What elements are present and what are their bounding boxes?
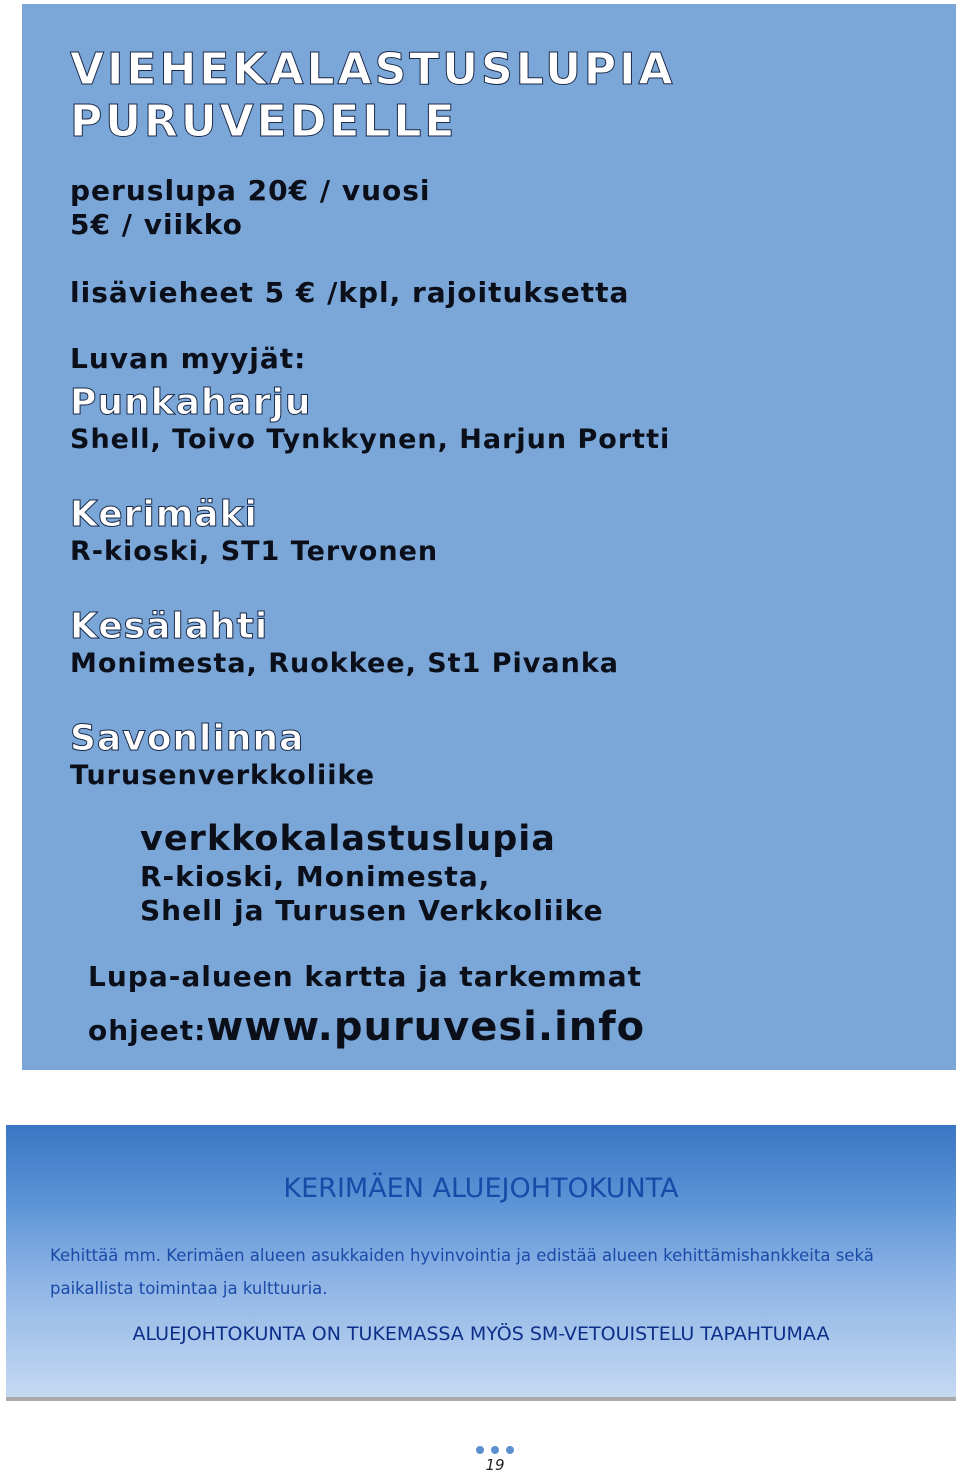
location-sellers-kesalahti: Monimesta, Ruokkee, St1 Pivanka — [70, 648, 620, 679]
sellers-heading: Luvan myyjät: — [70, 342, 307, 375]
location-name-savonlinna: Savonlinna — [70, 718, 305, 759]
price-year: peruslupa 20€ / vuosi — [70, 174, 431, 207]
location-name-punkaharju: Punkaharju — [70, 382, 312, 423]
dot-icon — [476, 1446, 484, 1454]
map-info-line1: Lupa-alueen kartta ja tarkemmat — [88, 960, 642, 993]
map-info-line2 — [88, 1004, 645, 1050]
map-info-prefix: ohjeet: — [88, 1014, 207, 1047]
extra-lures-price: lisävieheet 5 € /kpl, rajoituksetta — [70, 276, 630, 309]
page-dots-ornament — [476, 1446, 516, 1456]
website-link[interactable]: www.puruvesi.info — [206, 1004, 646, 1050]
page-number: 19 — [485, 1456, 505, 1474]
ad-title-line1: VIEHEKALASTUSLUPIA — [70, 44, 676, 95]
location-name-kesalahti: Kesälahti — [70, 606, 269, 647]
location-sellers-savonlinna: Turusenverkkoliike — [70, 760, 376, 791]
district-board-box — [6, 1125, 956, 1401]
dot-icon — [491, 1446, 499, 1454]
dot-icon — [506, 1446, 514, 1454]
board-description: Kehittää mm. Kerimäen alueen asukkaiden hyvinvointia ja edistää alueen kehittämishankkeita sekä paikallista toimintaa ja kulttuuria. — [50, 1246, 874, 1298]
location-name-kerimaki: Kerimäki — [70, 494, 258, 535]
location-sellers-kerimaki: R-kioski, ST1 Tervonen — [70, 536, 439, 567]
board-support-note: ALUEJOHTOKUNTA ON TUKEMASSA MYÖS SM-VETOUISTELU TAPAHTUMAA — [132, 1323, 830, 1345]
ad-title-line2: PURUVEDELLE — [70, 96, 458, 147]
net-permit-sellers-line1: R-kioski, Monimesta, — [140, 860, 491, 893]
price-week: 5€ / viikko — [70, 208, 243, 241]
net-permit-heading: verkkokalastuslupia — [140, 819, 556, 859]
net-permit-sellers-line2: Shell ja Turusen Verkkoliike — [140, 894, 604, 927]
location-sellers-punkaharju: Shell, Toivo Tynkkynen, Harjun Portti — [70, 424, 671, 455]
fishing-permit-ad — [22, 4, 956, 1070]
board-title: KERIMÄEN ALUEJOHTOKUNTA — [283, 1173, 679, 1204]
